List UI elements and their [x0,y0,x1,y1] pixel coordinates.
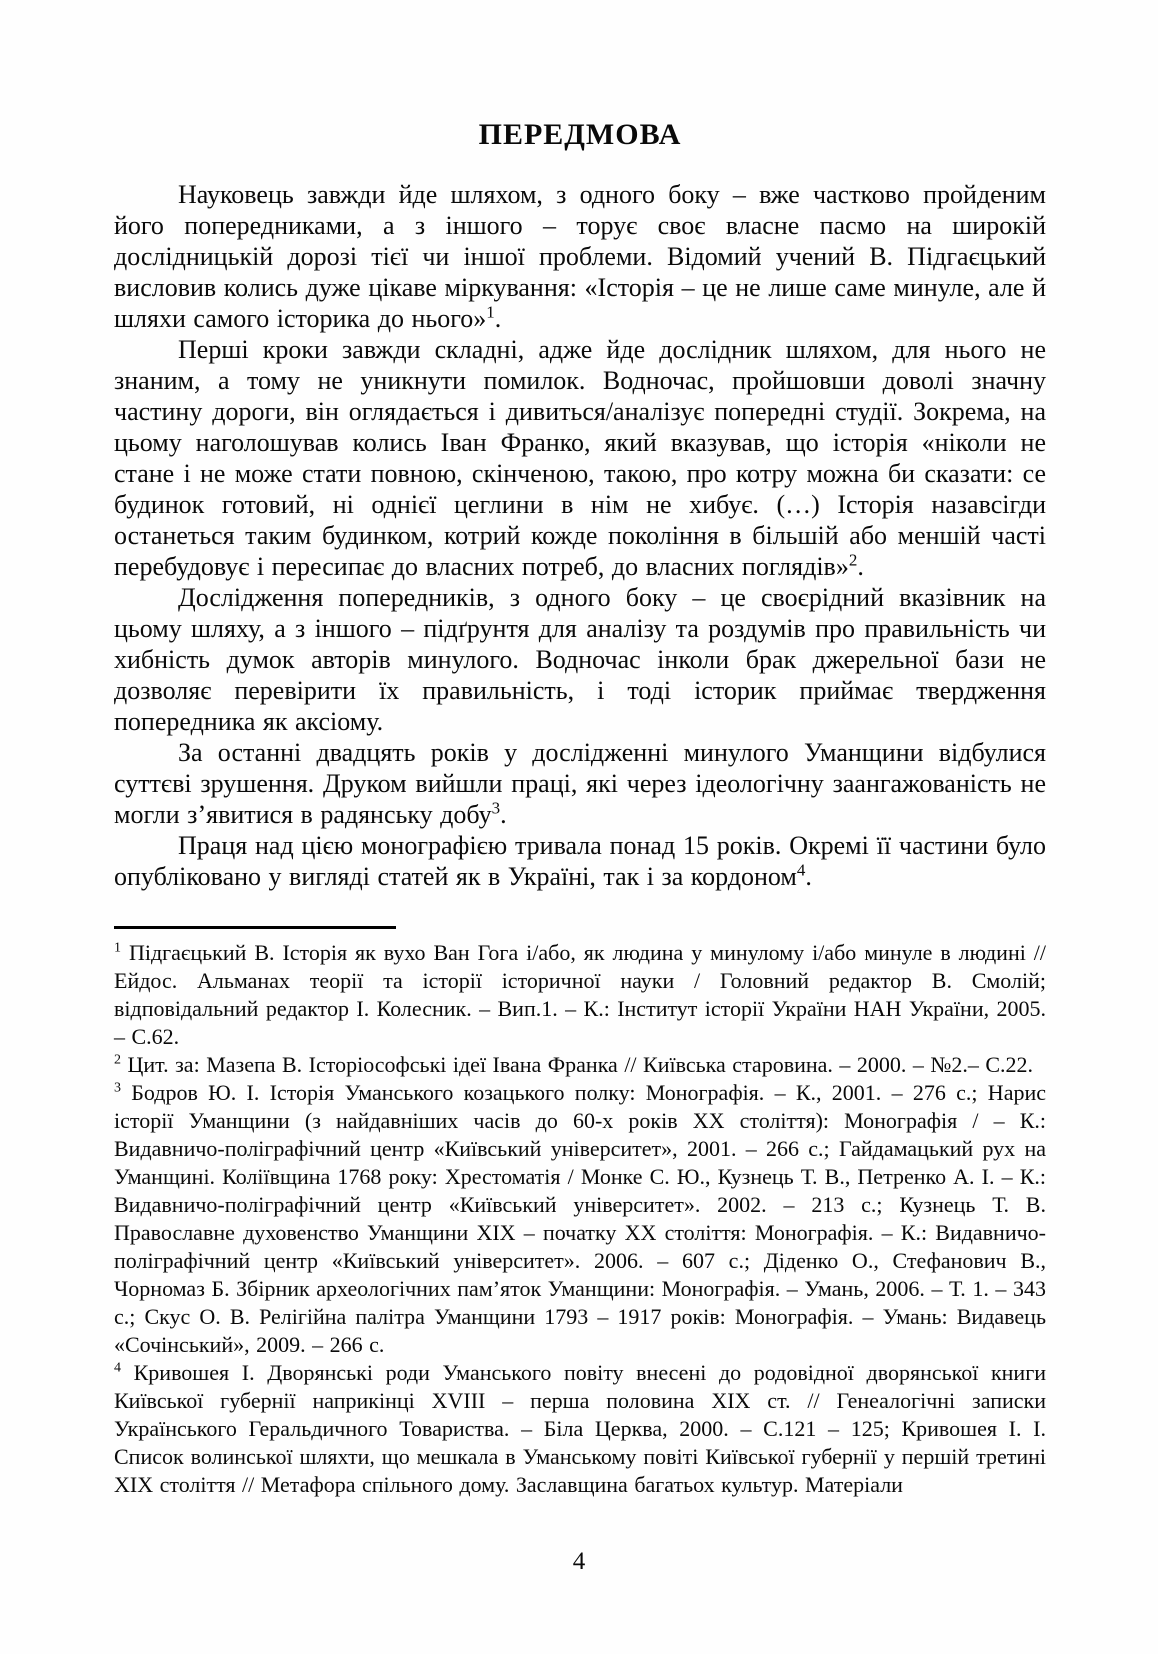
footnote-2 [114,1051,1046,1079]
footnote-4-text: Кривошея І. Дворянські роди Уманського повіту внесені до родовідної дворянської книги Київської губернії наприкінці XVIII – перша половина ХІХ ст. // Генеалогічні записки Українського Геральдичного Товариства. – Біла Церква, 2000. – С.121 – 125; Кривошея І. І. Список волинської шляхти, що мешкала в Уманському повіті Київської губернії у першій третині ХІХ століття // Метафора спільного дому. Заславщина багатьох культур. Матеріали [114,1360,1046,1497]
footnote-4 [114,1359,1046,1499]
footnote-ref-2: 2 [848,550,858,570]
paragraph-5 [114,830,1046,892]
footnote-ref-4: 4 [796,860,806,880]
paragraph-4-text: За останні двадцять років у дослідженні минулого Уманщини відбулися суттєві зрушення. Друком вийшли праці, які через ідеологічну заангажованість не могли з’явитися в радянську добу [114,738,1046,829]
page-number: 4 [572,1548,586,1575]
footnote-4-marker: 4 [114,1360,121,1376]
body-text [114,179,1046,892]
footnote-3-text: Бодров Ю. І. Історія Уманського козацького полку: Монографія. – К., 2001. – 276 с.; Нарис історії Уманщини (з найдавніших часів до 60-х років ХХ століття): Монографія / – К.: Видавничо-поліграфічний центр «Київський університет», 2001. – 266 с.; Гайдамацький рух на Уманщині. Коліївщина 1768 року: Хрестоматія / Монке С. Ю., Кузнець Т. В., Петренко А. І. – К.: Видавничо-поліграфічний центр «Київський університет». 2002. – 213 с.; Кузнець Т. В. Православне духовенство Уманщини ХІХ – початку ХХ століття: Монографія. – К.: Видавничо-поліграфічний центр «Київський університет». 2006. – 607 с.; Діденко О., Стефанович В., Чорномаз Б. Збірник археологічних пам’яток Уманщини: Монографія. – Умань, 2006. – Т. 1. – 343 с.; Скус О. В. Релігійна палітра Уманщини 1793 – 1917 років: Монографія. – Умань: Видавець «Сочінський», 2009. – 266 с. [114,1080,1046,1357]
footnote-2-marker: 2 [114,1052,121,1068]
paragraph-4 [114,737,1046,830]
footnote-ref-1: 1 [486,302,495,322]
footnote-1 [114,939,1046,1051]
footnote-1-text: Підгаєцький В. Історія як вухо Ван Гога і/або, як людина у минулому і/або минуле в людині // Ейдос. Альманах теорії та історії історичної науки / Головний редактор В. Смолій; відповідальний редактор І. Колесник. – Вип.1. – К.: Інститут історії України НАН України, 2005. – С.62. [114,940,1046,1049]
paragraph-2 [114,334,1046,582]
paragraph-1-text: Науковець завжди йде шляхом, з одного боку – вже частково пройденим його попередниками, а з іншого – торує своє власне пасмо на широкій дослідницькій дорозі тієї чи іншої проблеми. Відомий учений В. Підгаєцький висловив колись дуже цікаве міркування: «Історія – це не лише саме минуле, але й шляхи самого історика до нього» [114,180,1046,333]
paragraph-3-text: Дослідження попередників, з одного боку – це своєрідний вказівник на цьому шляху, а з іншого – підґрунтя для аналізу та роздумів про правильність чи хибність думок авторів минулого. Водночас інколи брак джерельної бази не дозволяє перевірити їх правильність, і тоді історик приймає твердження попередника як аксіому. [114,583,1046,736]
paragraph-5-tail: . [805,862,812,891]
paragraph-5-text: Праця над цією монографією тривала понад 15 років. Окремі її частини було опубліковано у вигляді статей як в Україні, так і за кордоном [114,831,1046,891]
paragraph-2-tail: . [857,552,864,581]
footnote-separator [114,926,396,929]
page-title: ПЕРЕДМОВА [478,118,682,151]
paragraph-1-tail: . [494,304,502,333]
footnote-3-marker: 3 [114,1080,121,1096]
footnote-ref-3: 3 [491,798,501,818]
footnotes-section [114,939,1046,1499]
footnote-3 [114,1079,1046,1359]
paragraph-4-tail: . [500,800,507,829]
footnote-1-marker: 1 [114,940,121,956]
paragraph-2-text: Перші кроки завжди складні, адже йде дослідник шляхом, для нього не знаним, а тому не уникнути помилок. Водночас, пройшовши доволі значну частину дороги, він оглядається і дивиться/аналізує попередні студії. Зокрема, на цьому наголошував колись Іван Франко, який вказував, що історія «ніколи не стане і не може стати повною, скінченою, такою, про котру можна би сказати: се будинок готовий, ні однієї цеглини в нім не хибує. (…) Історія назавсігди останеться таким будинком, котрий кожде покоління в більшій або меншій часті перебудовує і пересипає до власних потреб, до власних поглядів» [114,335,1046,581]
paragraph-3 [114,582,1046,737]
footnote-2-text: Цит. за: Мазепа В. Історіософські ідеї Івана Франка // Київська старовина. – 2000. – №2.– С.22. [127,1052,1034,1077]
paragraph-1 [114,179,1046,334]
